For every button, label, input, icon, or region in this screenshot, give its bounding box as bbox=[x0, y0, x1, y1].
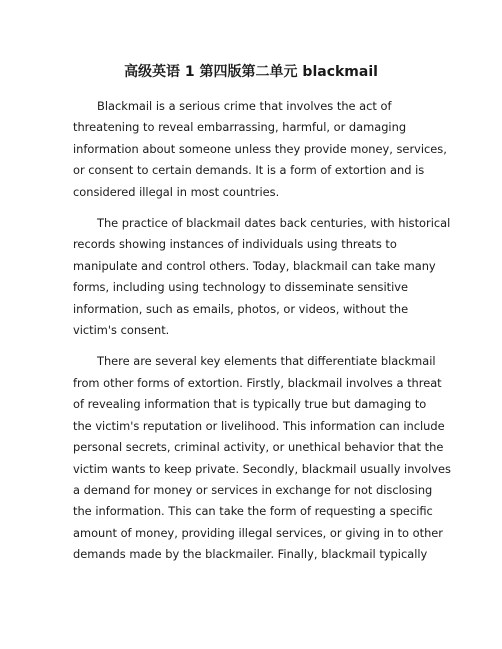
paragraph-line: There are several key elements that differentiate blackmail bbox=[97, 354, 436, 369]
paragraph-line: Blackmail is a serious crime that involves the act of bbox=[97, 99, 392, 113]
paragraph-line: records showing instances of individuals using threats to bbox=[73, 237, 397, 252]
paragraph-line: threatening to reveal embarrassing, harmful, or damaging bbox=[73, 120, 407, 135]
paragraph-line: a demand for money or services in exchange for not disclosing bbox=[73, 482, 433, 497]
paragraph-line: personal secrets, criminal activity, or unethical behavior that the bbox=[73, 440, 444, 455]
paragraph-line: amount of money, providing illegal services, or giving in to other bbox=[73, 525, 443, 540]
paragraph-line: victim wants to keep private. Secondly, blackmail usually involves bbox=[73, 461, 451, 476]
paragraph-line: considered illegal in most countries. bbox=[73, 184, 280, 199]
paragraph-line: forms, including using technology to disseminate sensitive bbox=[73, 280, 409, 295]
paragraph-line: demands made by the blackmailer. Finally, blackmail typically bbox=[73, 547, 428, 562]
paragraph-line: victim's consent. bbox=[73, 323, 170, 338]
paragraph-line: or consent to certain demands. It is a form of extortion and is bbox=[73, 163, 425, 178]
paragraph-1 bbox=[73, 96, 447, 203]
paragraph-line: from other forms of extortion. Firstly, blackmail involves a threat bbox=[73, 375, 442, 390]
paragraph-line: manipulate and control others. Today, blackmail can take many bbox=[73, 258, 436, 273]
document-body bbox=[73, 96, 451, 576]
paragraph-line: the information. This can take the form of requesting a specific bbox=[73, 504, 433, 519]
paragraph-2 bbox=[73, 213, 451, 341]
paragraph-line: the victim's reputation or livelihood. This information can include bbox=[73, 418, 445, 433]
document-title: 高级英语 1 第四版第二单元 blackmail bbox=[124, 64, 378, 80]
paragraph-3 bbox=[73, 351, 451, 565]
paragraph-line: The practice of blackmail dates back centuries, with historical bbox=[97, 216, 451, 231]
paragraph-line: information about someone unless they provide money, services, bbox=[73, 141, 447, 156]
paragraph-line: information, such as emails, photos, or videos, without the bbox=[73, 301, 409, 316]
paragraph-line: of revealing information that is typically true but damaging to bbox=[73, 397, 427, 412]
